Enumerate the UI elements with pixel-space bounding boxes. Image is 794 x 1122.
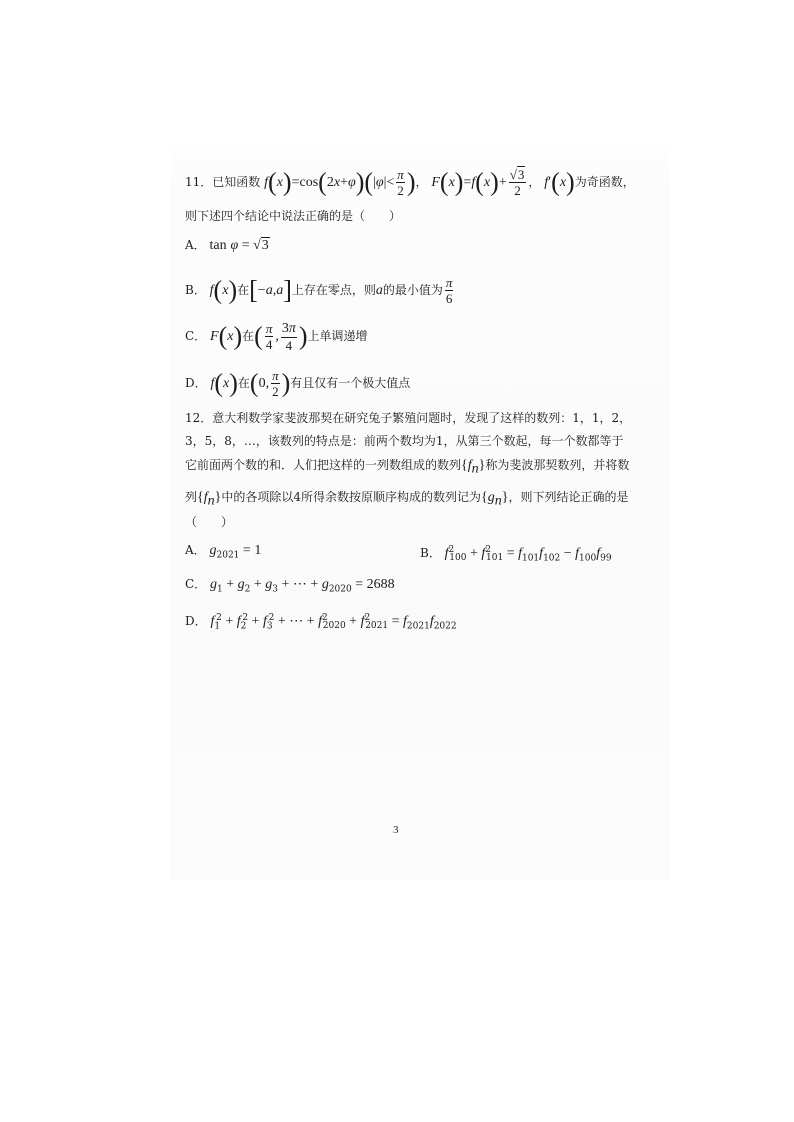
q11-frac-sqrt3-2: $\frac{√3}{2}$ <box>509 167 525 198</box>
q11-line2: 则下述四个结论中说法正确的是（ ） <box>185 209 402 223</box>
q11-frac-pi-4: $\frac{\pi}{4}$ <box>265 321 273 352</box>
q11-frac-pi-2: $\frac{\pi}{2}$ <box>397 167 404 198</box>
q11-odd-text: 为奇函数， <box>574 175 635 189</box>
q12-line5: （ ） <box>185 515 234 529</box>
q12-option-d: D． $f_1^2 + f_2^2 + f_3^2$ + ⋯ + $f^2_{2020} + f^2_{2021} = f_{2021}f_{2022}$ <box>185 613 457 632</box>
q11-option-b: B． f(x)在[−a,a]上存在零点，则a的最小值为 $\frac{\pi}{6}$ <box>185 275 453 306</box>
q11-number: 11． <box>185 175 213 189</box>
q12-option-c: C． $g_1 + g_2 + g_3$ + ⋯ + $g_{2020} = 2688$ <box>185 577 395 595</box>
q12-option-a: A． $g_{2021} = 1$ <box>185 543 262 561</box>
q11-frac-pi-2-b: $\frac{\pi}{2}$ <box>272 368 279 399</box>
q11-option-a: A． tan φ = √3 <box>185 238 269 253</box>
q11-intro: 已知函数 <box>212 175 261 189</box>
q12-line3: 它前面两个数的和．人们把这样的一列数组成的数列$\{f_n\}$称为斐波那契数列，并将数 <box>185 458 630 477</box>
q12-line2: 3，5，8，…，该数列的特点是：前两个数均为1，从第三个数起，每一个数都等于 <box>185 434 624 448</box>
q12-line1: 12．意大利数学家斐波那契在研究兔子繁殖问题时，发现了这样的数列：1，1，2， <box>185 411 632 425</box>
q11-frac-pi-6: $\frac{\pi}{6}$ <box>445 275 453 306</box>
q11-option-d: D． f(x)在(0, $\frac{\pi}{2}$ )有且仅有一个极大值点 <box>185 368 411 399</box>
q11-stem: 11．已知函数 f(x)=cos(2x+φ)(|φ|< $\frac{\pi}{2}$ )， F(x)=f(x)+ $\frac{√3}{2}$ ， f′(x)为奇函数， <box>185 167 635 198</box>
q11-frac-3pi-4: $\frac{3\pi}{4}$ <box>281 321 296 353</box>
q12-option-b: B． $f^2_{100} + f^2_{101} = f_{101}f_{102} - f_{100}f_{99}$ <box>420 545 612 564</box>
q11-option-c: C． F(x)在( $\frac{\pi}{4}$ , $\frac{3\pi}{4}$ )上单调递增 <box>185 321 368 353</box>
q12-line4: 列$\{f_n\}$中的各项除以4所得余数按原顺序构成的数列记为$\{g_n\}$，则下列结论正确的是 <box>185 490 629 509</box>
page-number: 3 <box>393 824 399 836</box>
